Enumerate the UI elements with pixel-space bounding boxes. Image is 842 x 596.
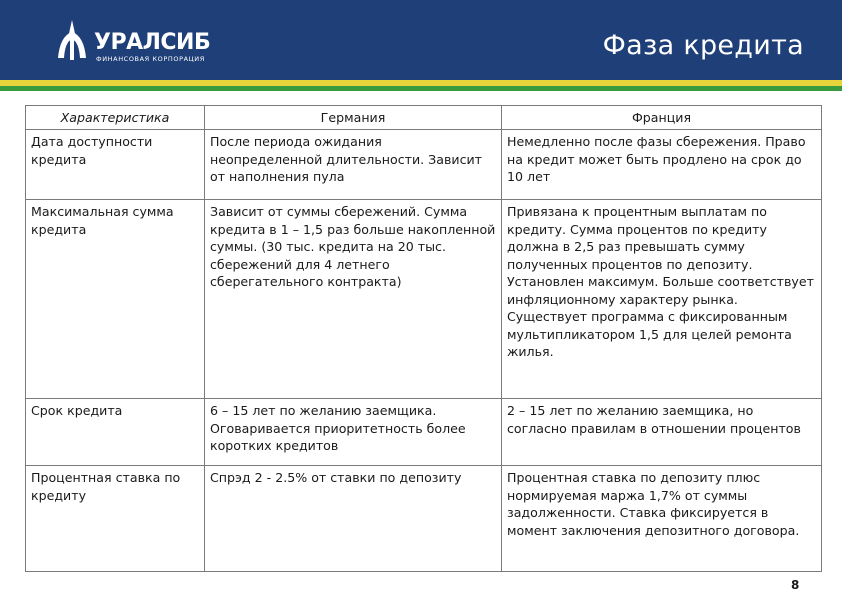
cell-germany: Спрэд 2 - 2.5% от ставки по депозиту [205,466,502,572]
cell-france: Процентная ставка по депозиту плюс нормируемая маржа 1,7% от суммы задолженности. Ставка фиксируется в момент заключения депозитного договора. [502,466,822,572]
cell-germany: Зависит от суммы сбережений. Сумма кредита в 1 – 1,5 раз больше накопленной суммы. (30 тыс. кредита на 20 тыс. сбережений для 4 летнего сберегательного контракта) [205,200,502,399]
column-header-france: Франция [502,106,822,130]
logo-name: УРАЛСИБ [94,30,211,55]
cell-germany: 6 – 15 лет по желанию заемщика. Оговаривается приоритетность более коротких кредитов [205,399,502,466]
page-number: 8 [791,578,800,592]
slide-header [0,0,842,80]
table-row [26,130,822,200]
table-row [26,466,822,572]
cell-characteristic: Срок кредита [26,399,205,466]
cell-characteristic: Максимальная сумма кредита [26,200,205,399]
cell-characteristic: Дата доступности кредита [26,130,205,200]
table-row [26,200,822,399]
table-header-row [26,106,822,130]
uralsib-logo-icon [52,18,92,66]
header-stripe-green [0,86,842,91]
cell-france: Немедленно после фазы сбережения. Право на кредит может быть продлено на срок до 10 лет [502,130,822,200]
table-row [26,399,822,466]
logo [52,18,242,66]
column-header-characteristic: Характеристика [26,106,205,130]
cell-characteristic: Процентная ставка по кредиту [26,466,205,572]
cell-france: 2 – 15 лет по желанию заемщика, но согласно правилам в отношении процентов [502,399,822,466]
comparison-table [25,105,822,572]
cell-germany: После периода ожидания неопределенной длительности. Зависит от наполнения пула [205,130,502,200]
slide-title: Фаза кредита [602,30,804,61]
column-header-germany: Германия [205,106,502,130]
cell-france: Привязана к процентным выплатам по кредиту. Сумма процентов по кредиту должна в 2,5 раз превышать сумму полученных процентов по депозиту. Установлен максимум. Больше соответствует инфляционному характеру рынка. Существует программа с фиксированным мультипликатором 1,5 для целей ремонта жилья. [502,200,822,399]
logo-subtitle: ФИНАНСОВАЯ КОРПОРАЦИЯ [96,55,205,63]
